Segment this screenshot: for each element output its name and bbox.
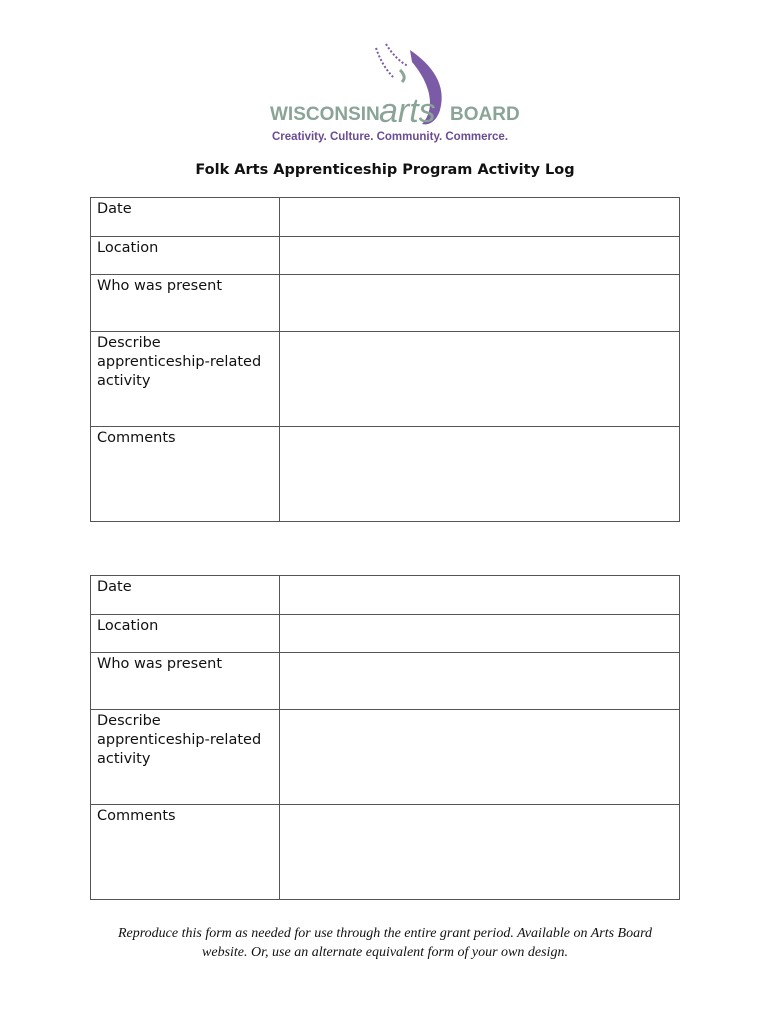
describe-activity-field[interactable] xyxy=(280,710,680,805)
table-row xyxy=(91,615,680,653)
logo-tagline: Creativity. Culture. Community. Commerce. xyxy=(272,131,509,143)
who-present-field[interactable] xyxy=(280,275,680,332)
location-field[interactable] xyxy=(280,615,680,653)
describe-activity-field[interactable] xyxy=(280,332,680,427)
date-field[interactable] xyxy=(280,198,680,237)
location-label: Location xyxy=(91,615,280,653)
footer-note xyxy=(0,924,770,962)
date-field[interactable] xyxy=(280,576,680,615)
date-label: Date xyxy=(91,198,280,237)
describe-activity-label: Describe apprenticeship-related activity xyxy=(91,710,280,805)
footer-line-1: Reproduce this form as needed for use through the entire grant period. Available on Arts Board xyxy=(117,926,653,941)
logo-word-wisconsin: WISCONSIN xyxy=(270,104,380,125)
logo-word-arts: arts xyxy=(379,92,436,130)
table-row xyxy=(91,653,680,710)
table-row xyxy=(91,427,680,522)
location-label: Location xyxy=(91,237,280,275)
page-title: Folk Arts Apprenticeship Program Activity Log xyxy=(195,162,575,178)
who-present-label: Who was present xyxy=(91,275,280,332)
comments-field[interactable] xyxy=(280,427,680,522)
table-row xyxy=(91,710,680,805)
date-label: Date xyxy=(91,576,280,615)
table-row xyxy=(91,576,680,615)
comments-field[interactable] xyxy=(280,805,680,900)
location-field[interactable] xyxy=(280,237,680,275)
table-row xyxy=(91,805,680,900)
activity-log-table-1 xyxy=(90,197,680,522)
comments-label: Comments xyxy=(91,427,280,522)
who-present-label: Who was present xyxy=(91,653,280,710)
logo-word-board: BOARD xyxy=(450,104,520,125)
wisconsin-arts-board-logo xyxy=(262,40,522,150)
describe-activity-label: Describe apprenticeship-related activity xyxy=(91,332,280,427)
footer-line-2: website. Or, use an alternate equivalent form of your own design. xyxy=(202,945,568,960)
table-row xyxy=(91,198,680,237)
table-row xyxy=(91,237,680,275)
table-row xyxy=(91,275,680,332)
who-present-field[interactable] xyxy=(280,653,680,710)
activity-log-table-2 xyxy=(90,575,680,900)
table-row xyxy=(91,332,680,427)
comments-label: Comments xyxy=(91,805,280,900)
